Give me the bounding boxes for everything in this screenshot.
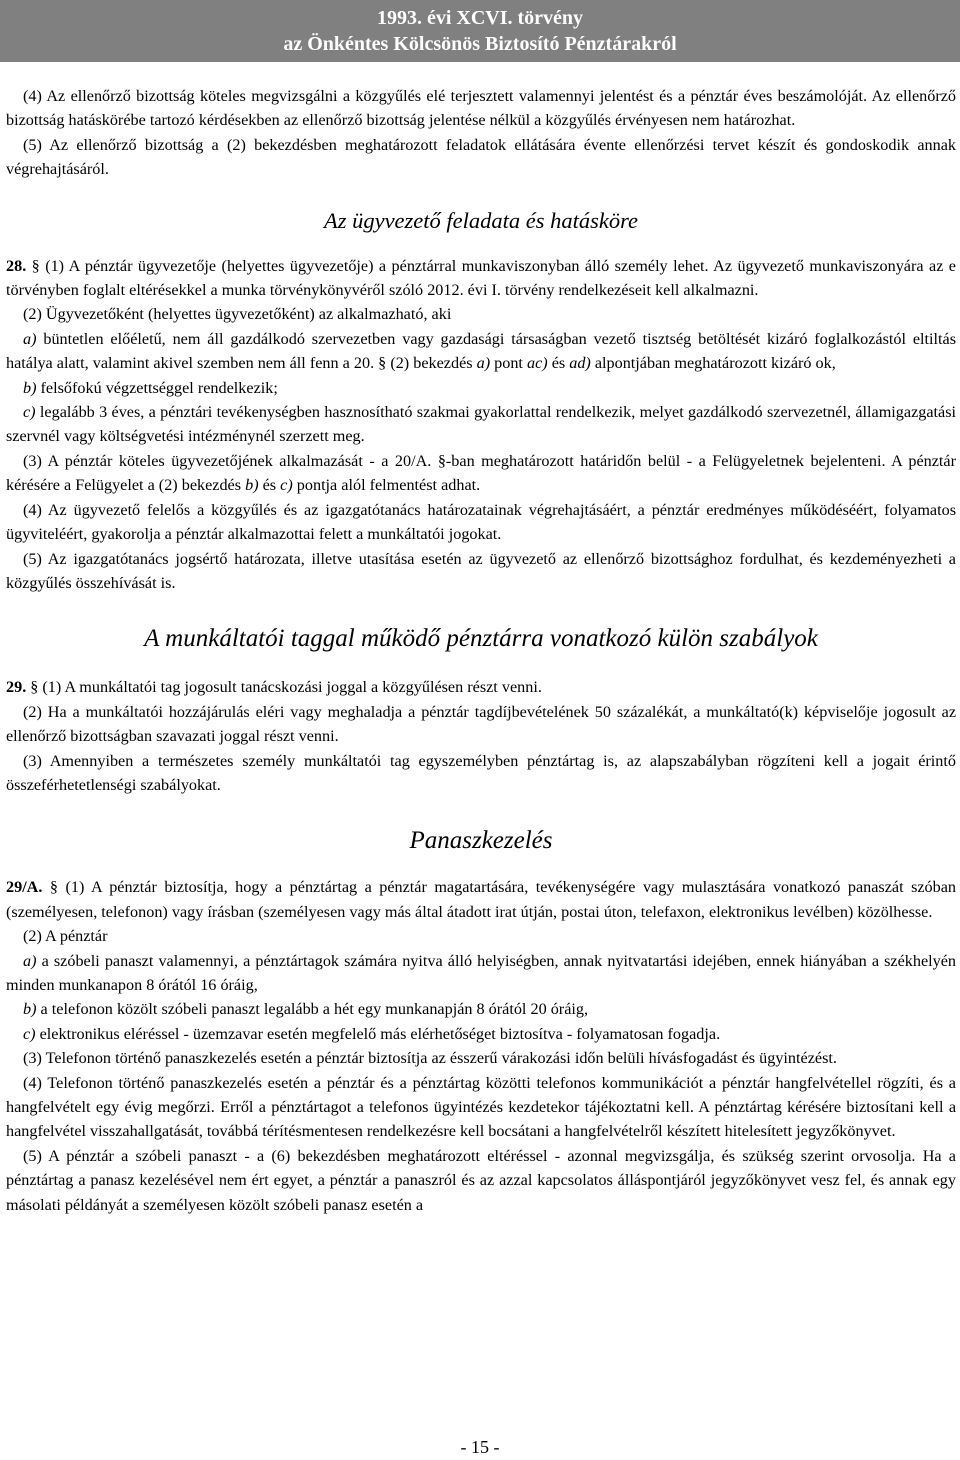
paragraph-4-supervisory: (4) Az ellenőrző bizottság köteles megvizsgálni a közgyűlés elé terjesztett valamennyi jelentést és a pénztár éves beszámolóját. Az ellenőrző bizottság hatáskörébe tartozó kérdésekben az ellenőrző bizottság jelentése nélkül a közgyűlés érvényesen nem határozhat. bbox=[6, 87, 956, 130]
point-text: és bbox=[551, 354, 566, 373]
paragraph-text: (1) A pénztár biztosítja, hogy a pénztártag a pénztár magatartására, tevékenységére vagy mulasztására vonatkozó panaszát szóban (személyesen, telefonon) vagy írásban (személyesen vagy más által átadott irat útján, postai úton, telefaxon, elektronikus levélben) közölhesse. bbox=[6, 878, 957, 921]
document-header bbox=[0, 0, 960, 62]
section-28-paragraph-1 bbox=[6, 254, 956, 303]
section-28-paragraph-4: (4) Az ügyvezető felelős a közgyűlés és az igazgatótanács határozatainak végrehajtásáért, a pénztár eredményes működéséért, folyamatos ügyviteléért, gyakorolja a pénztár alkalmazottai felett a munkáltatói jogokat. bbox=[6, 500, 956, 544]
section-29-paragraph-2: (2) Ha a munkáltatói hozzájárulás eléri vagy meghaladja a pénztár tagdíjbevételének 50 százalékát, a munkáltató(k) képviselője jogosult az ellenőrző bizottságban szavazati joggal részt venni. bbox=[6, 702, 956, 746]
paragraph-text: (3) A pénztár köteles ügyvezetőjének alkalmazását - a 20/A. bbox=[23, 451, 432, 470]
section-number: 28. bbox=[6, 256, 27, 275]
point-text: elektronikus eléréssel - üzemzavar esetén megfelelő más elérhetőséget biztosítva - folyamatosan fogadja. bbox=[39, 1024, 721, 1043]
section-sign: § bbox=[30, 678, 39, 697]
section-29a-paragraph-4: (4) Telefonon történő panaszkezelés esetén a pénztár és a pénztártag közötti telefonos kommunikációt a pénztár hangfelvétellel rögzíti, és a hangfelvételt egy évig megőrzi. Erről a pénztártagot a telefonos ügyintézés kezdetekor tájékoztatni kell. A pénztártag kérésére biztosítani kell a hangfelvétel visszahallgatását, továbbá térítésmentesen rendelkezésre kell bocsátani a hangfelvételről készített hitelesített jegyzőkönyvet. bbox=[6, 1073, 956, 1141]
section-29-paragraph-3: (3) Amennyiben a természetes személy munkáltatói tag egyszemélyben pénztártag is, az alapszabályban rögzíteni kell a jogait érintő összeférhetetlenségi szabályokat. bbox=[6, 751, 956, 794]
paragraph-5-supervisory: (5) Az ellenőrző bizottság a (2) bekezdésben meghatározott feladatok ellátására évente ellenőrzési tervet készít és gondoskodik annak végrehajtásáról. bbox=[6, 135, 956, 179]
section-number: 29/A. bbox=[6, 878, 43, 897]
point-reference: ac) bbox=[526, 354, 548, 373]
section-sign: § bbox=[437, 451, 446, 470]
point-text: felsőfokú végzettséggel rendelkezik; bbox=[40, 378, 278, 397]
point-text: a telefonon közölt szóbeli panaszt legalább a hét egy munkanapján 8 órától 20 óráig, bbox=[40, 1000, 589, 1019]
point-label: c) bbox=[23, 403, 36, 422]
paragraph-text: pontja alól felmentést adhat. bbox=[296, 476, 481, 495]
section-28-point-a bbox=[6, 327, 956, 376]
paragraph-text: és bbox=[262, 476, 277, 495]
paragraph-text: (1) A munkáltatói tag jogosult tanácskozási joggal a közgyűlésen részt venni. bbox=[42, 678, 542, 697]
point-text: legalább 3 éves, a pénztári tevékenységben hasznosítható szakmai gyakorlattal rendelkezik, melyet gazdálkodó szervezetnél, államigazgatási szervnél vagy költségvetési intézménynél szerzett meg. bbox=[6, 403, 957, 446]
point-reference: a) bbox=[476, 354, 491, 373]
paragraph-text: -ban meghatározott határidőn belül - a Felügyeletnek bejelenteni. A pénztár kérésére a Felügyelet a (2) bekezdés bbox=[6, 451, 957, 495]
section-28-point-b bbox=[6, 376, 956, 400]
section-29a-paragraph-3: (3) Telefonon történő panaszkezelés esetén a pénztár biztosítja az ésszerű várakozási időn belüli hívásfogadást és ügyintézést. bbox=[23, 1049, 837, 1068]
section-title-employer: A munkáltatói taggal működő pénztárra vonatkozó külön szabályok bbox=[144, 625, 818, 653]
point-reference: ad) bbox=[569, 354, 591, 373]
section-29a-paragraph-2: (2) A pénztár bbox=[23, 927, 108, 946]
point-reference: c) bbox=[280, 476, 293, 495]
section-28-paragraph-3 bbox=[6, 449, 956, 498]
point-label: a) bbox=[23, 951, 37, 970]
section-29a-point-c bbox=[6, 1022, 956, 1046]
section-title-complaints: Panaszkezelés bbox=[409, 827, 553, 855]
point-text: a szóbeli panaszt valamennyi, a pénztártagok számára nyitva álló helyiségben, annak nyitvatartási idejében, ennek hiányában a székhelyén minden munkanapon 8 órától 16 óráig, bbox=[6, 951, 957, 994]
point-reference: b) bbox=[245, 476, 259, 495]
section-29a-point-a bbox=[6, 949, 956, 998]
section-title-manager: Az ügyvezető feladata és hatásköre bbox=[323, 207, 639, 233]
section-28-paragraph-5: (5) Az igazgatótanács jogsértő határozata, illetve utasítása esetén az ügyvezető az ellenőrző bizottsághoz fordulhat, és kezdeményezheti a közgyűlés összehívását is. bbox=[6, 549, 956, 592]
point-label: c) bbox=[23, 1024, 36, 1043]
point-text: pont bbox=[494, 354, 523, 373]
point-text: alpontjában meghatározott kizáró ok, bbox=[594, 354, 836, 373]
paragraph-text: (1) A pénztár ügyvezetője (helyettes ügyvezetője) a pénztárral munkaviszonyban álló személy lehet. Az ügyvezető munkaviszonyára az e törvényben foglalt eltérésekkel a munka törvénykönyvéről szóló 2012. évi I. törvény rendelkezéseit kell alkalmazni. bbox=[6, 256, 956, 300]
point-label: b) bbox=[23, 378, 37, 397]
section-28-paragraph-2: (2) Ügyvezetőként (helyettes ügyvezetőként) az alkalmazható, aki bbox=[23, 305, 452, 324]
document-body bbox=[6, 84, 956, 1217]
section-sign: § bbox=[49, 878, 58, 897]
section-28-point-c bbox=[6, 400, 956, 449]
section-sign: § bbox=[31, 256, 40, 275]
point-text: (2) bekezdés bbox=[390, 354, 473, 373]
law-number: 1993. évi XCVI. törvény bbox=[376, 7, 584, 29]
section-29a-paragraph-1 bbox=[6, 875, 956, 924]
section-29a-paragraph-5: (5) A pénztár a szóbeli panaszt - a (6) bekezdésben meghatározott eltéréssel - azonnal megvizsgálja, és szükség szerint orvosolja. Ha a pénztártag a panasz kezelésével nem ért egyet, a pénztár a panaszról és az azzal kapcsolatos álláspontjáról jegyzőkönyvet vesz fel, és annak egy másolati példányát a személyesen közölt szóbeli panasz esetén a bbox=[6, 1146, 956, 1214]
page-number: - 15 - bbox=[460, 1437, 500, 1457]
section-29-paragraph-1 bbox=[6, 675, 956, 699]
section-number: 29. bbox=[6, 678, 27, 697]
section-29a-point-b bbox=[6, 997, 956, 1021]
point-label: a) bbox=[23, 329, 37, 348]
point-label: b) bbox=[23, 1000, 37, 1019]
section-sign: § bbox=[378, 354, 387, 373]
point-text: büntetlen előéletű, nem áll gazdálkodó szervezetben vagy gazdasági társaságban vezető tisztség betöltését kizáró foglalkozástól eltiltás hatálya alatt, valamint akivel szemben nem áll fenn a 20. bbox=[6, 329, 956, 373]
law-title: az Önkéntes Kölcsönös Biztosító Pénztárakról bbox=[283, 33, 677, 55]
